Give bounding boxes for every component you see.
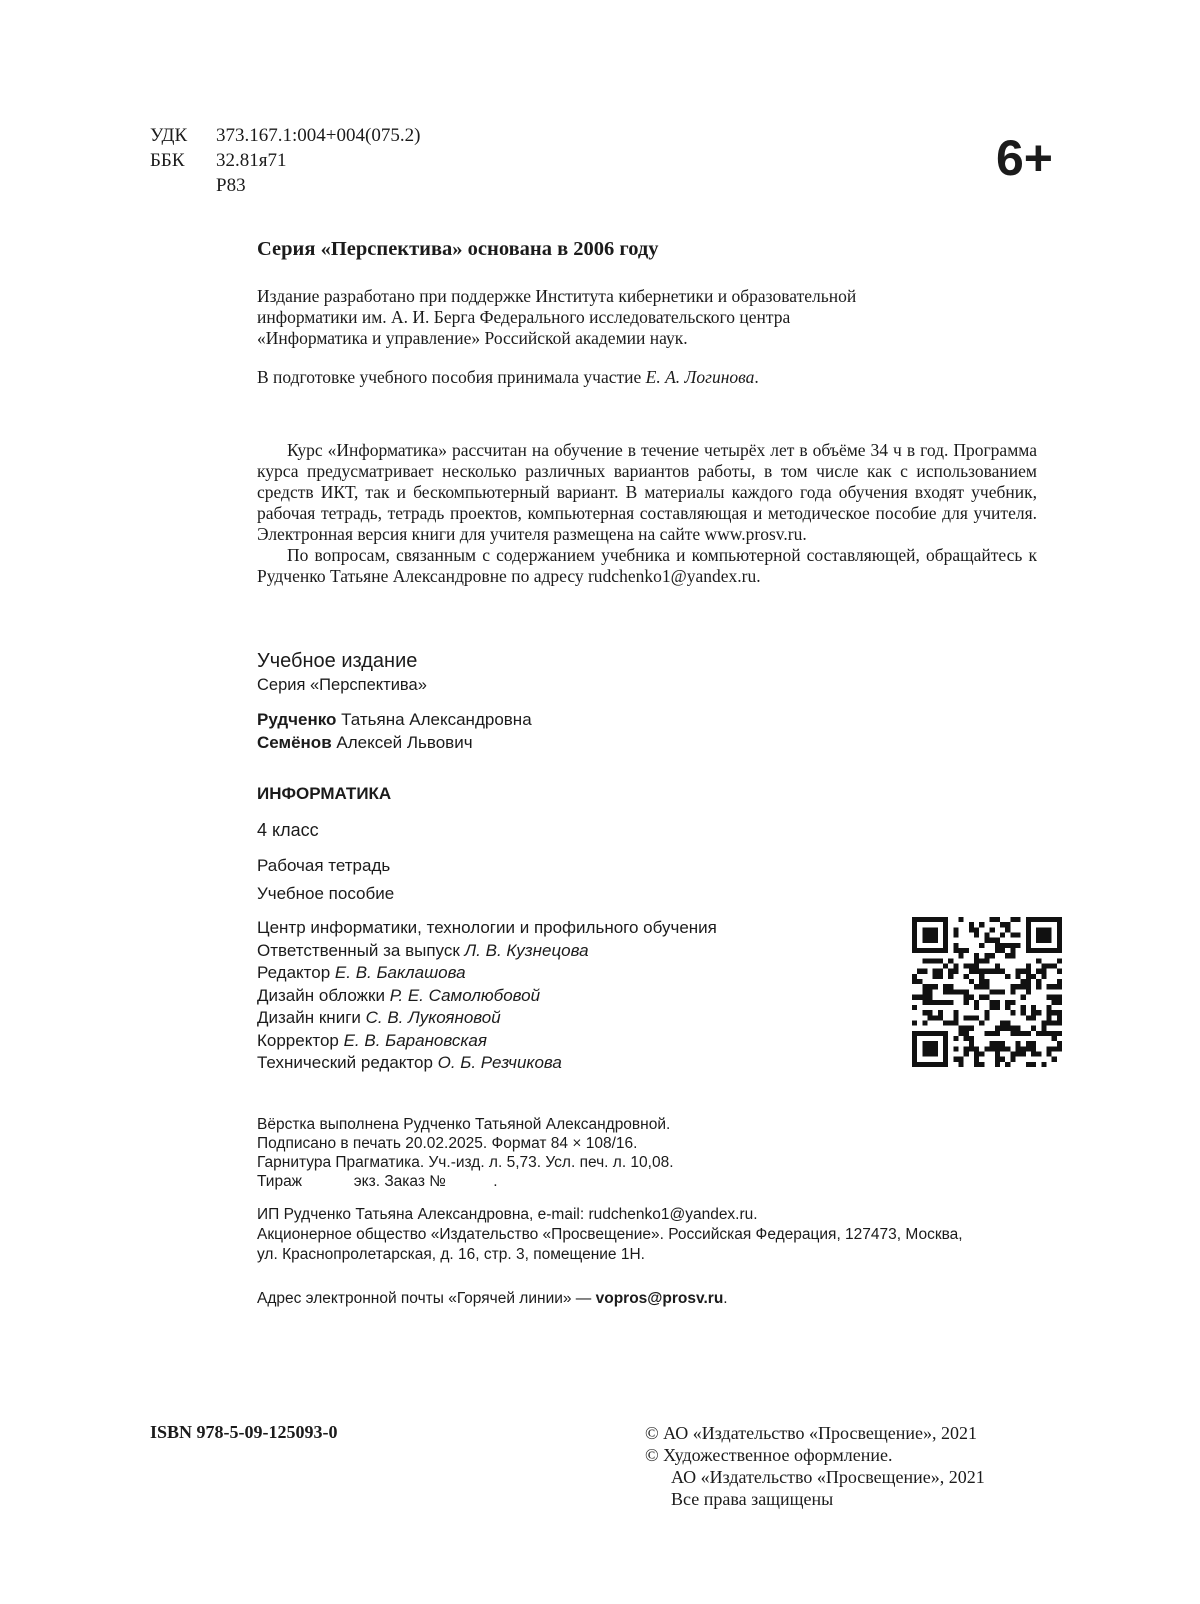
age-rating: 6+: [996, 130, 1054, 186]
support-note-line: информатики им. А. И. Берга Федерального исследовательского центра: [257, 307, 791, 327]
bbk-value: 32.81я71: [216, 150, 287, 171]
author-given: Татьяна Александровна: [336, 710, 532, 729]
udk-line: [150, 124, 420, 148]
print-line: Вёрстка выполнена Рудченко Татьяной Александровной.: [257, 1116, 671, 1133]
author-line: [257, 733, 473, 753]
support-note: [257, 286, 1037, 349]
support-note-line: Издание разработано при поддержке Института кибернетики и образовательной: [257, 286, 857, 306]
course-description: [257, 440, 1037, 587]
credit-line: Ответственный за выпуск Л. В. Кузнецова: [257, 940, 589, 960]
participation-text: В подготовке учебного пособия принимала участие: [257, 367, 646, 387]
support-note-line: «Информатика и управление» Российской академии наук.: [257, 328, 688, 348]
course-paragraph: По вопросам, связанным с содержанием учебника и компьютерной составляющей, обращайтесь к Рудченко Татьяне Александровне по адресу rudchenko1@yandex.ru.: [257, 545, 1037, 586]
author-surname: Семёнов: [257, 733, 332, 752]
course-paragraph: Курс «Информатика» рассчитан на обучение в течение четырёх лет в объёме 34 ч в год. Программа курса предусматривает несколько различных вариантов работы, в том числе как с использованием средств ИКТ, так и бескомпьютерный вариант. В материалы каждого года обучения входят учебник, рабочая тетрадь, тетрадь проектов, компьютерная составляющая и методическое пособие для учителя. Электронная версия книги для учителя размещена на сайте www.prosv.ru.: [257, 440, 1037, 544]
copyright-line: © АО «Издательство «Просвещение», 2021: [645, 1423, 977, 1443]
publisher-info: [257, 1205, 963, 1265]
author-surname: Рудченко: [257, 710, 337, 729]
credit-line: Дизайн книги С. В. Лукояновой: [257, 1008, 501, 1027]
series-note: Серия «Перспектива» основана в 2006 году: [257, 238, 659, 260]
udk-label: УДК: [150, 125, 188, 146]
hotline-email: vopros@prosv.ru: [595, 1290, 724, 1307]
print-line: Тираж экз. Заказ № .: [257, 1173, 498, 1190]
qr-code-icon[interactable]: [912, 917, 1062, 1067]
credit-line: Редактор Е. В. Баклашова: [257, 963, 466, 982]
participation-note: В подготовке учебного пособия принимала участие Е. А. Логинова.: [257, 367, 759, 387]
book-grade: 4 класс: [257, 820, 319, 840]
book-kind: Рабочая тетрадь: [257, 856, 391, 875]
credits-block: [257, 917, 717, 1075]
edition-series: Серия «Перспектива»: [257, 676, 427, 694]
edition-type: Учебное издание: [257, 650, 418, 672]
author-sign: Р83: [216, 175, 246, 196]
credit-line: Дизайн обложки Р. Е. Самолюбовой: [257, 985, 541, 1005]
credit-line: Технический редактор О. Б. Резчикова: [257, 1053, 562, 1072]
participant-name: Е. А. Логинова: [645, 367, 755, 387]
publisher-line: Акционерное общество «Издательство «Просвещение». Российская Федерация, 127473, Москва,: [257, 1226, 963, 1243]
book-purpose: Учебное пособие: [257, 884, 395, 903]
copyright-block: [645, 1422, 985, 1510]
copyright-line: Все права защищены: [671, 1489, 834, 1509]
credits-center: Центр информатики, технологии и профильного обучения: [257, 918, 717, 937]
author-line: [257, 710, 532, 730]
bbk-label: ББК: [150, 150, 185, 171]
copyright-line: © Художественное оформление.: [645, 1445, 893, 1465]
author-sign-line: [150, 174, 246, 198]
publisher-line: ИП Рудченко Татьяна Александровна, e-mail: rudchenko1@yandex.ru.: [257, 1206, 758, 1223]
publisher-line: ул. Краснопролетарская, д. 16, стр. 3, помещение 1Н.: [257, 1246, 645, 1263]
author-given: Алексей Львович: [331, 733, 473, 752]
print-line: Гарнитура Прагматика. Уч.-изд. л. 5,73. Усл. печ. л. 10,08.: [257, 1154, 674, 1171]
udk-value: 373.167.1:004+004(075.2): [216, 125, 421, 146]
book-title: ИНФОРМАТИКА: [257, 784, 392, 803]
isbn: ISBN 978-5-09-125093-0: [150, 1422, 338, 1442]
hotline-line: Адрес электронной почты «Горячей линии» — vopros@prosv.ru.: [257, 1290, 728, 1307]
bbk-line: [150, 149, 287, 173]
copyright-line: АО «Издательство «Просвещение», 2021: [671, 1467, 985, 1487]
print-line: Подписано в печать 20.02.2025. Формат 84 × 108/16.: [257, 1135, 638, 1152]
credit-line: Корректор Е. В. Барановская: [257, 1030, 487, 1050]
print-info: [257, 1115, 674, 1191]
